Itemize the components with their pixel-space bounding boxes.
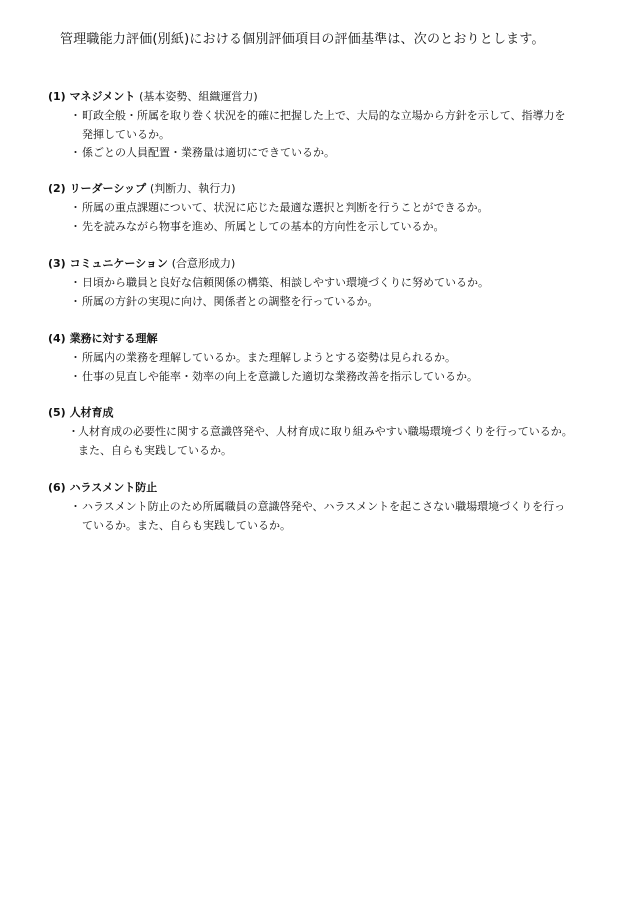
criteria-text-line1: ハラスメント防止のため所属職員の意識啓発や、ハラスメントを起こさない職場環境づくりを行っ: [82, 500, 566, 513]
criteria-list: [48, 349, 608, 386]
section-business-understanding: [48, 331, 608, 386]
criteria-list: [48, 423, 608, 460]
section-number: (4): [48, 332, 66, 345]
criteria-text-line1: 所属内の業務を理解しているか。また理解しようとする姿勢は見られるか。: [82, 351, 456, 364]
criteria-text-line1: 係ごとの人員配置・業務量は適切にできているか。: [82, 146, 335, 159]
document-title: 管理職能力評価(別紙)における個別評価項目の評価基準は、次のとおりとします。: [60, 32, 545, 47]
criteria-text-line1: 仕事の見直しや能率・効率の向上を意識した適切な業務改善を指示しているか。: [82, 369, 478, 383]
section-number: (6): [48, 481, 66, 494]
criteria-text-line2: ているか。また、自らも実践しているか。: [82, 518, 291, 532]
section-management: [48, 89, 608, 163]
section-harassment-prevention: [48, 480, 608, 535]
criteria-text-line2: また、自らも実践しているか。: [78, 443, 232, 457]
criteria-text-line2: 発揮しているか。: [82, 127, 170, 141]
section-heading: [48, 331, 608, 347]
criteria-text-line1: 町政全般・所属を取り巻く状況を的確に把握した上で、大局的な立場から方針を示して、指導力を: [82, 109, 566, 122]
section-communication: [48, 256, 608, 311]
section-heading: [48, 405, 608, 421]
section-name: ハラスメント防止: [69, 481, 158, 494]
bullet-marker: ・: [68, 425, 79, 438]
section-number: (2): [48, 182, 66, 195]
section-number: (5): [48, 406, 66, 419]
section-heading: [48, 89, 608, 105]
section-name: マネジメント: [69, 90, 136, 103]
section-subtitle: (合意形成力): [171, 257, 236, 270]
bullet-marker: ・: [70, 294, 81, 308]
criteria-text-line1: 所属の方針の実現に向け、関係者との調整を行っているか。: [82, 294, 379, 308]
criteria-item: [48, 218, 592, 237]
criteria-item: [48, 107, 592, 144]
criteria-item: [48, 144, 592, 163]
section-number: (1): [48, 90, 66, 103]
criteria-text-line1: 日頃から職員と良好な信頼関係の構築、相談しやすい環境づくりに努めているか。: [82, 276, 489, 289]
criteria-list: [48, 498, 608, 535]
criteria-list: [48, 274, 608, 311]
bullet-marker: ・: [70, 369, 81, 383]
criteria-item: [48, 274, 592, 293]
section-number: (3): [48, 257, 66, 270]
section-name: 人材育成: [69, 406, 114, 419]
bullet-marker: ・: [70, 276, 81, 289]
criteria-item: [48, 199, 592, 218]
section-heading: [48, 256, 608, 272]
bullet-marker: ・: [70, 500, 81, 513]
criteria-text-line1: 先を読みながら物事を進め、所属としての基本的方向性を示しているか。: [82, 219, 445, 233]
section-leadership: [48, 181, 608, 236]
section-talent-development: [48, 405, 608, 460]
bullet-marker: ・: [70, 201, 81, 214]
bullet-marker: ・: [70, 109, 81, 122]
bullet-marker: ・: [70, 146, 81, 159]
section-subtitle: (基本姿勢、組織運営力): [139, 90, 258, 103]
criteria-item: [48, 368, 592, 387]
criteria-item: [48, 498, 592, 535]
criteria-item: [48, 293, 592, 312]
criteria-text-line1: 所属の重点課題について、状況に応じた最適な選択と判断を行うことができるか。: [82, 201, 489, 214]
section-heading: [48, 480, 608, 496]
criteria-text-line1: 人材育成の必要性に関する意識啓発や、人材育成に取り組みやすい職場環境づくりを行っているか。: [78, 425, 573, 438]
criteria-item: [48, 423, 608, 460]
section-name: 業務に対する理解: [69, 332, 158, 345]
section-heading: [48, 181, 608, 197]
criteria-item: [48, 349, 592, 368]
bullet-marker: ・: [70, 219, 81, 233]
section-name: リーダーシップ: [69, 182, 147, 195]
section-name: コミュニケーション: [69, 257, 168, 270]
criteria-list: [48, 199, 608, 236]
section-subtitle: (判断力、執行力): [149, 182, 236, 195]
criteria-list: [48, 107, 608, 163]
bullet-marker: ・: [70, 351, 81, 364]
